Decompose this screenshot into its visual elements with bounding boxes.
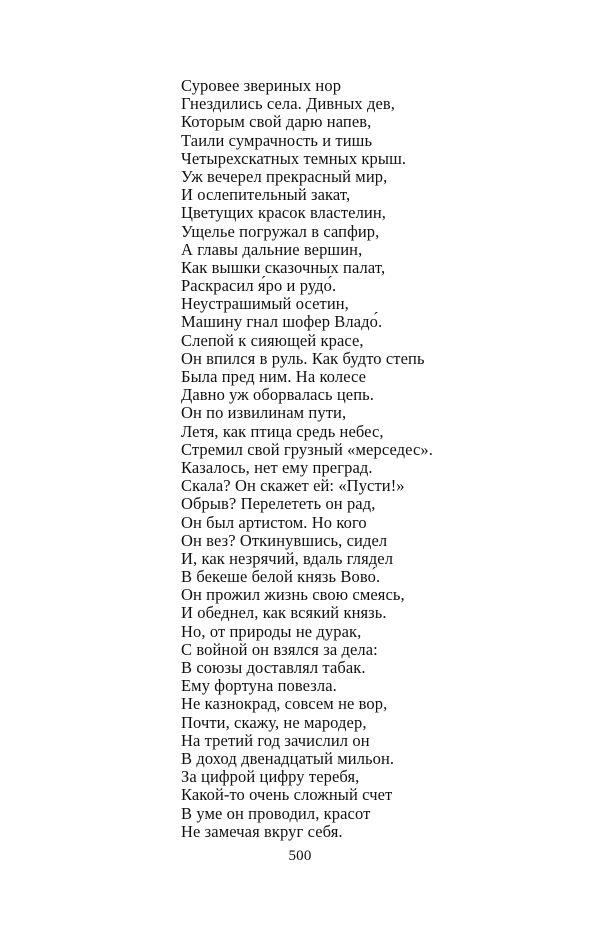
poem-line: Стремил свой грузный «мерседес». [181,439,433,459]
poem-line: Он впился в руль. Как будто степь [181,348,425,368]
poem-line: Казалось, нет ему преград. [181,457,373,477]
poem-text [181,77,581,841]
poem-line: Суровее звериных нор [181,76,342,95]
poem-line: Он был артистом. Но кого [181,512,367,532]
poem-line: Была пред ним. На колесе [181,367,367,386]
poem-line: Раскрасил я́ро и рудо́. [181,276,337,296]
poem-line: В бекеше белой князь Вово́. [181,567,381,587]
poem-line: Почти, скажу, не мародер, [181,712,367,732]
poem-line: Слепой к сияющей красе, [181,330,364,350]
poem-line: Он по извилинам пути, [181,403,347,423]
poem-line: Но, от природы не дурак, [181,621,362,641]
poem-line: Уж вечерел прекрасный мир, [181,166,388,186]
poem-line: В доход двенадцатый мильон. [181,748,395,768]
poem-line: И, как незрячий, вдаль глядел [181,548,394,568]
poem-line: Не казнокрад, совсем не вор, [181,694,388,714]
poem-line: Давно уж оборвалась цепь. [181,385,374,405]
poem-line: С войной он взялся за дела: [181,639,378,659]
poem-line: В уме он проводил, красот [181,803,371,823]
poem-line: Которым свой дарю напев, [181,112,372,132]
poem-line: Неустрашимый осетин, [181,294,349,314]
poem-line: Ущелье погружал в сапфир, [181,221,380,241]
poem-line: Скала? Он скажет ей: «Пусти!» [181,476,405,496]
poem-line: Таили сумрачность и тишь [181,130,373,150]
poem-line: Машину гнал шофер Владо́. [181,312,383,332]
poem-line: В союзы доставлял табак. [181,658,366,677]
poem-line: Цветущих красок властелин, [181,203,386,223]
poem-line: И ослепительный закат, [181,185,351,205]
poem-line: Он прожил жизнь свою смеясь, [181,585,405,605]
poem-line: За цифрой цифру теребя, [181,767,360,787]
poem-line: Летя, как птица средь небес, [181,421,384,441]
poem-line: И обеднел, как всякий князь. [181,603,387,623]
poem-line: Ему фортуна повезла. [181,676,337,696]
poem-line: На третий год зачислил он [181,730,370,750]
poem-line: Гнездились села. Дивных дев, [181,94,396,114]
poem-line: Четырехскатных темных крыш. [181,148,407,168]
poem-line: Как вышки сказочных палат, [181,257,386,277]
poem-line: Какой-то очень сложный счет [181,785,393,805]
poem-line: Не замечая вкруг себя. [181,821,343,841]
poem-line: А главы дальние вершин, [181,239,363,259]
poem-line: Обрыв? Перелететь он рад, [181,494,376,514]
page-number: 500 [288,848,312,864]
poem-line: Он вез? Откинувшись, сидел [181,530,388,550]
